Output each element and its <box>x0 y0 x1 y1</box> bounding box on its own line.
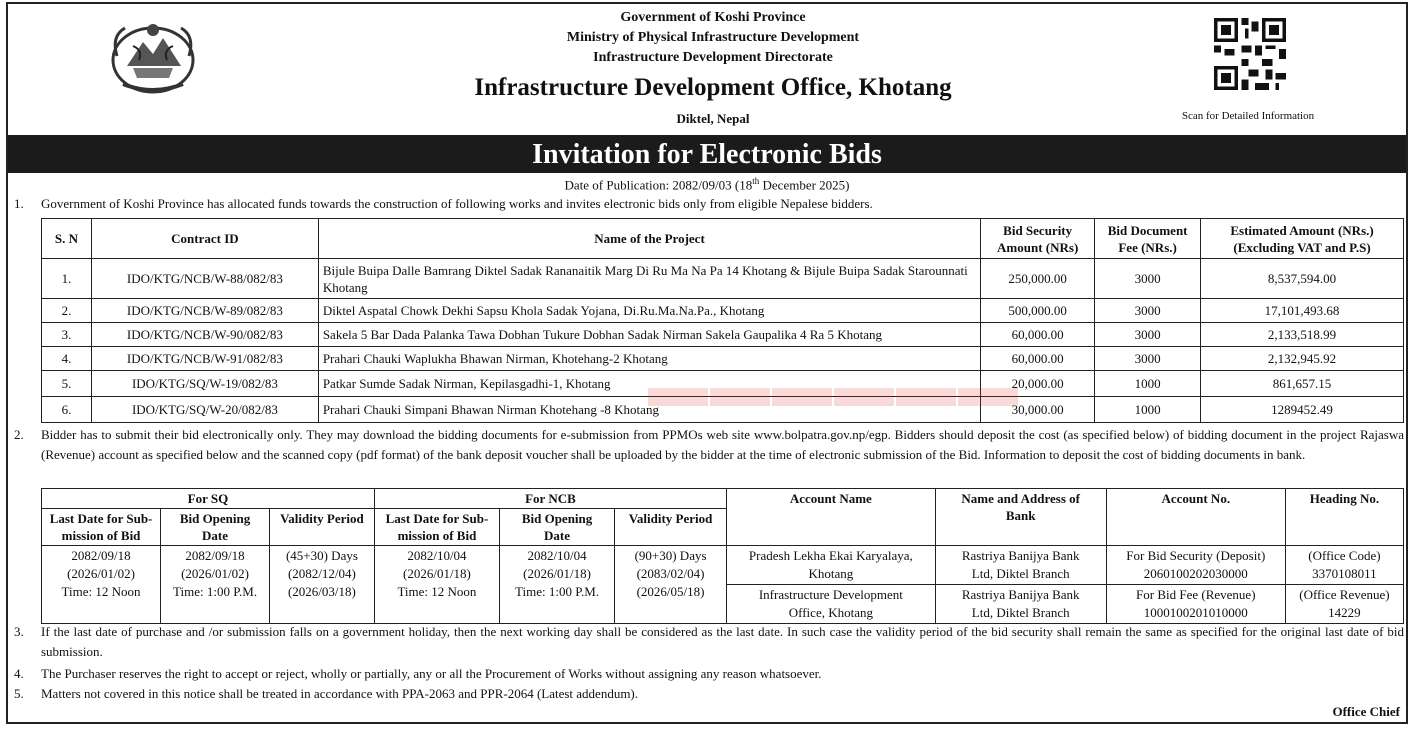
office-location: Diktel, Nepal <box>676 111 750 126</box>
ncb-opening-date: 2082/10/04 (2026/01/18) Time: 1:00 P.M. <box>500 546 615 624</box>
sq-validity: (45+30) Days (2082/12/04) (2026/03/18) <box>270 546 375 624</box>
cell-project: Prahari Chauki Waplukha Bhawan Nirman, Khotehang-2 Khotang <box>318 347 980 371</box>
cell-contract-id: IDO/KTG/SQ/W-19/082/83 <box>91 371 318 397</box>
item-number: 3. <box>14 624 24 639</box>
heading-number: (Office Code) 3370108011 <box>1285 546 1403 585</box>
cell-estimated-amount: 8,537,594.00 <box>1201 259 1404 299</box>
notice-title: Invitation for Electronic Bids <box>8 135 1406 173</box>
schedule-row <box>42 546 1404 585</box>
cell-document-fee: 1000 <box>1095 397 1201 423</box>
cell-project: Patkar Sumde Sadak Nirman, Kepilasgadhi-1, Khotang <box>318 371 980 397</box>
cell-estimated-amount: 17,101,493.68 <box>1201 299 1404 323</box>
cell-project: Sakela 5 Bar Dada Palanka Tawa Dobhan Tukure Dobhan Sadak Nirman Sakela Gaupalika 4 Ra 5 Khotang <box>318 323 980 347</box>
cell-document-fee: 3000 <box>1095 259 1201 299</box>
item-number: 4. <box>14 666 24 681</box>
cell-contract-id: IDO/KTG/NCB/W-90/082/83 <box>91 323 318 347</box>
cell-bid-security: 30,000.00 <box>981 397 1095 423</box>
bid-notice <box>6 2 1408 724</box>
header-project: Name of the Project <box>318 219 980 259</box>
sq-opening-date: 2082/09/18 (2026/01/02) Time: 1:00 P.M. <box>161 546 270 624</box>
cell-contract-id: IDO/KTG/NCB/W-91/082/83 <box>91 347 318 371</box>
item-number: 5. <box>14 686 24 701</box>
header-sq-validity: Validity Period <box>270 509 375 546</box>
cell-sn: 1. <box>42 259 92 299</box>
deposit-schedule-table <box>41 488 1404 624</box>
item-number: 1. <box>14 196 24 211</box>
cell-project: Diktel Aspatal Chowk Dekhi Sapsu Khola Sadak Yojana, Di.Ru.Ma.Na.Pa., Khotang <box>318 299 980 323</box>
cell-sn: 6. <box>42 397 92 423</box>
cell-sn: 5. <box>42 371 92 397</box>
cell-sn: 2. <box>42 299 92 323</box>
government-line: Government of Koshi Province <box>620 10 806 25</box>
cell-bid-security: 250,000.00 <box>981 259 1095 299</box>
ncb-validity: (90+30) Days (2083/02/04) (2026/05/18) <box>615 546 727 624</box>
schedule-header-row <box>42 489 1404 509</box>
cell-document-fee: 3000 <box>1095 299 1201 323</box>
cell-document-fee: 3000 <box>1095 347 1201 371</box>
header-for-ncb: For NCB <box>374 489 726 509</box>
cell-document-fee: 1000 <box>1095 371 1201 397</box>
header-document-fee: Bid Document Fee (NRs.) <box>1095 219 1201 259</box>
item-3-text: If the last date of purchase and /or submission falls on a government holiday, then the next working day shall be considered as the last date. In such case the validity period of the bid security shall remain the same as specified for the original last date of bid submission. <box>41 624 1404 659</box>
watermark: ▬▬▬▬▬▬ <box>648 353 1020 419</box>
cell-sn: 4. <box>42 347 92 371</box>
item-2-text: Bidder has to submit their bid electronically only. They may download the bidding documents for e-submission from PPMOs web site www.bolpatra.gov.np/egp. Bidders should deposit the cost (as specified below) of bidding document in the project Rajaswa (Revenue) account as specified below and the scanned copy (pdf format) of the bank deposit voucher shall be uploaded by the bidder at the time of electronic submission of the Bid. Information to deposit the cost of bidding documents in bank. <box>41 427 1404 462</box>
cell-bid-security: 20,000.00 <box>981 371 1095 397</box>
table-row <box>42 259 1404 299</box>
cell-contract-id: IDO/KTG/NCB/W-89/082/83 <box>91 299 318 323</box>
bank-name: Rastriya Banijya Bank Ltd, Diktel Branch <box>935 546 1106 585</box>
account-name: Infrastructure Development Office, Khotang <box>727 585 936 624</box>
account-number: For Bid Fee (Revenue) 1000100201010000 <box>1106 585 1285 624</box>
cell-contract-id: IDO/KTG/SQ/W-20/082/83 <box>91 397 318 423</box>
header-bank: Name and Address of Bank <box>935 489 1106 546</box>
header-ncb-opening-date: Bid Opening Date <box>500 509 615 546</box>
sq-last-date: 2082/09/18 (2026/01/02) Time: 12 Noon <box>42 546 161 624</box>
cell-contract-id: IDO/KTG/NCB/W-88/082/83 <box>91 259 318 299</box>
cell-estimated-amount: 2,132,945.92 <box>1201 347 1404 371</box>
account-name: Pradesh Lekha Ekai Karyalaya, Khotang <box>727 546 936 585</box>
cell-estimated-amount: 1289452.49 <box>1201 397 1404 423</box>
header-heading-no: Heading No. <box>1285 489 1403 546</box>
item-1-text: Government of Koshi Province has allocated funds towards the construction of following works and invites electronic bids only from eligible Nepalese bidders. <box>41 196 873 211</box>
header-account-no: Account No. <box>1106 489 1285 546</box>
bank-name: Rastriya Banijya Bank Ltd, Diktel Branch <box>935 585 1106 624</box>
cell-project: Prahari Chauki Simpani Bhawan Nirman Khotehang -8 Khotang <box>318 397 980 423</box>
item-number: 2. <box>14 427 24 442</box>
cell-document-fee: 3000 <box>1095 323 1201 347</box>
header-for-sq: For SQ <box>42 489 375 509</box>
office-title: Infrastructure Development Office, Khotang <box>474 74 952 101</box>
header-estimated-amount: Estimated Amount (NRs.) (Excluding VAT and P.S) <box>1201 219 1404 259</box>
table-row <box>42 323 1404 347</box>
header-ncb-last-date: Last Date for Sub- mission of Bid <box>374 509 499 546</box>
cell-estimated-amount: 2,133,518.99 <box>1201 323 1404 347</box>
header-sq-opening-date: Bid Opening Date <box>161 509 270 546</box>
qr-caption: Scan for Detailed Information <box>1181 110 1315 122</box>
bid-table-header <box>42 219 1404 259</box>
cell-sn: 3. <box>42 323 92 347</box>
signature-office-chief: Office Chief <box>1332 704 1400 719</box>
heading-number: (Office Revenue) 14229 <box>1285 585 1403 624</box>
header-account-name: Account Name <box>727 489 936 546</box>
cell-estimated-amount: 861,657.15 <box>1201 371 1404 397</box>
item-4-text: The Purchaser reserves the right to accept or reject, wholly or partially, any or all the Procurement of Works without assigning any reason whatsoever. <box>41 666 822 681</box>
publication-date: Date of Publication: 2082/09/03 (18th December 2025) <box>564 176 850 193</box>
directorate-line: Infrastructure Development Directorate <box>593 50 833 65</box>
account-number: For Bid Security (Deposit) 2060100202030000 <box>1106 546 1285 585</box>
header-ncb-validity: Validity Period <box>615 509 727 546</box>
header-bid-security: Bid Security Amount (NRs) <box>981 219 1095 259</box>
cell-bid-security: 60,000.00 <box>981 347 1095 371</box>
header-sq-last-date: Last Date for Sub- mission of Bid <box>42 509 161 546</box>
item-5-text: Matters not covered in this notice shall be treated in accordance with PPA-2063 and PPR-2064 (Latest addendum). <box>41 686 639 701</box>
cell-bid-security: 500,000.00 <box>981 299 1095 323</box>
ncb-last-date: 2082/10/04 (2026/01/18) Time: 12 Noon <box>374 546 499 624</box>
ministry-line: Ministry of Physical Infrastructure Development <box>566 30 860 45</box>
cell-project: Bijule Buipa Dalle Bamrang Diktel Sadak Rananaitik Marg Di Ru Ma Na Pa 14 Khotang & Bijule Buipa Sadak Starounnati Khotang <box>318 259 980 299</box>
nepal-emblem-icon <box>103 16 203 100</box>
cell-bid-security: 60,000.00 <box>981 323 1095 347</box>
header-sn: S. N <box>42 219 92 259</box>
qr-code-icon[interactable] <box>1214 18 1286 90</box>
header-contract-id: Contract ID <box>91 219 318 259</box>
table-row <box>42 299 1404 323</box>
